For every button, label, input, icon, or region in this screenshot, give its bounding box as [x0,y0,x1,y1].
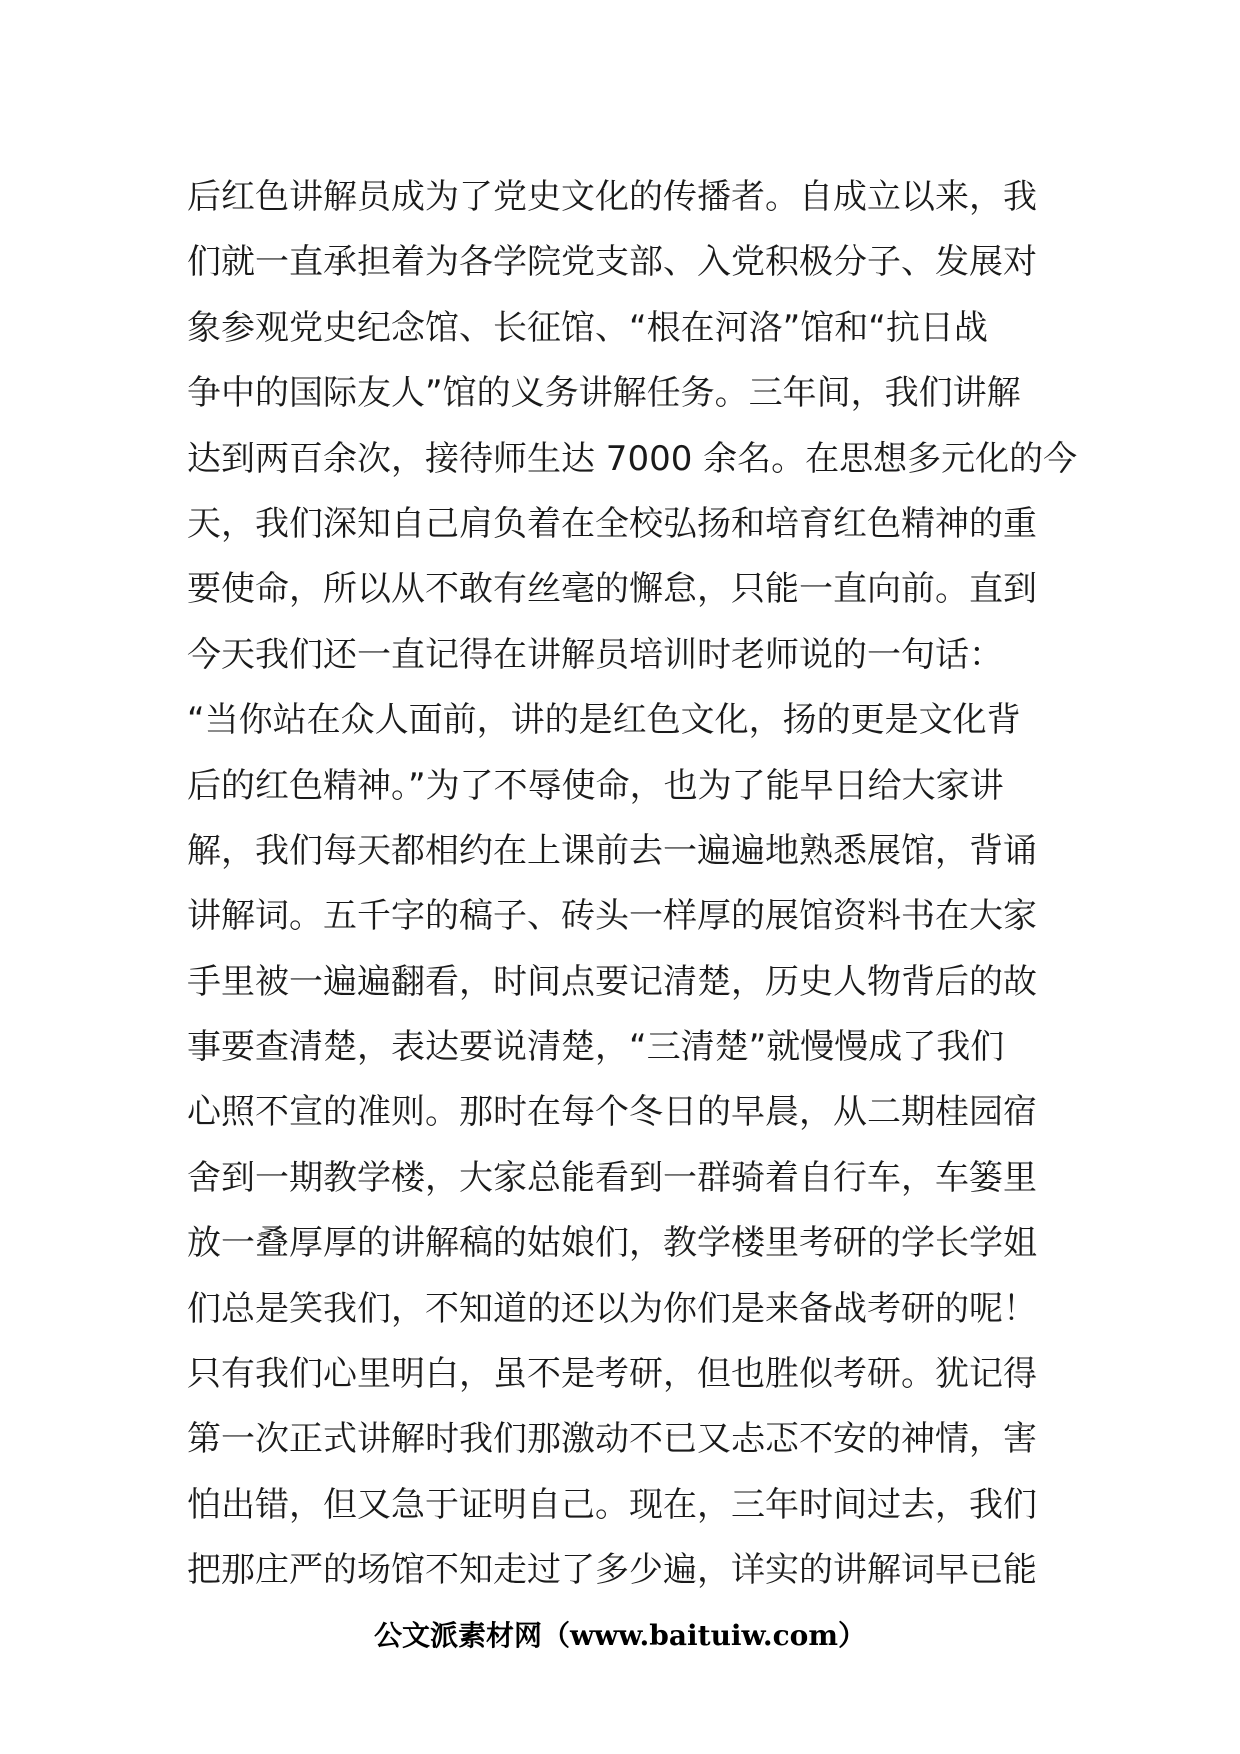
text-line: 们总是笑我们，不知道的还以为你们是来备战考研的呢！ [187,1288,1037,1329]
text-line: 舍到一期教学楼，大家总能看到一群骑着自行车，车篓里 [187,1157,1037,1198]
text-line: 达到两百余次，接待师生达 7000 余名。在思想多元化的今 [187,438,1078,479]
text-line: 争中的国际友人”馆的义务讲解任务。三年间，我们讲解 [187,373,1021,414]
text-line: 放一叠厚厚的讲解稿的姑娘们，教学楼里考研的学长学姐 [187,1223,1037,1264]
text-line: 第一次正式讲解时我们那激动不已又忐忑不安的神情，害 [187,1419,1037,1460]
text-line: “当你站在众人面前，讲的是红色文化，扬的更是文化背 [187,700,1021,741]
text-line: 讲解词。五千字的稿子、砖头一样厚的展馆资料书在大家 [187,896,1037,937]
text-line: 只有我们心里明白，虽不是考研，但也胜似考研。犹记得 [187,1354,1037,1395]
text-line: 事要查清楚，表达要说清楚，“三清楚”就慢慢成了我们 [187,1027,1005,1068]
body-paragraph [187,165,1078,1604]
text-line: 象参观党史纪念馆、长征馆、“根在河洛”馆和“抗日战 [187,307,988,348]
text-line: 要使命，所以从不敢有丝毫的懈怠，只能一直向前。直到 [187,569,1037,610]
text-line: 天，我们深知自己肩负着在全校弘扬和培育红色精神的重 [187,503,1037,544]
text-line: 把那庄严的场馆不知走过了多少遍，详实的讲解词早已能 [187,1550,1037,1591]
text-line: 怕出错，但又急于证明自己。现在，三年时间过去，我们 [187,1484,1037,1525]
text-line: 后的红色精神。”为了不辱使命，也为了能早日给大家讲 [187,765,1004,806]
text-line: 今天我们还一直记得在讲解员培训时老师说的一句话： [187,634,1003,675]
text-line: 们就一直承担着为各学院党支部、入党积极分子、发展对 [187,242,1037,283]
text-line: 手里被一遍遍翻看，时间点要记清楚，历史人物背后的故 [187,961,1037,1002]
text-line: 心照不宣的准则。那时在每个冬日的早晨，从二期桂园宿 [187,1092,1037,1133]
text-line: 后红色讲解员成为了党史文化的传播者。自成立以来，我 [187,177,1037,217]
text-line: 解，我们每天都相约在上课前去一遍遍地熟悉展馆，背诵 [187,830,1037,871]
footer-watermark: 公文派素材网（www.baituiw.com） [374,1619,866,1652]
